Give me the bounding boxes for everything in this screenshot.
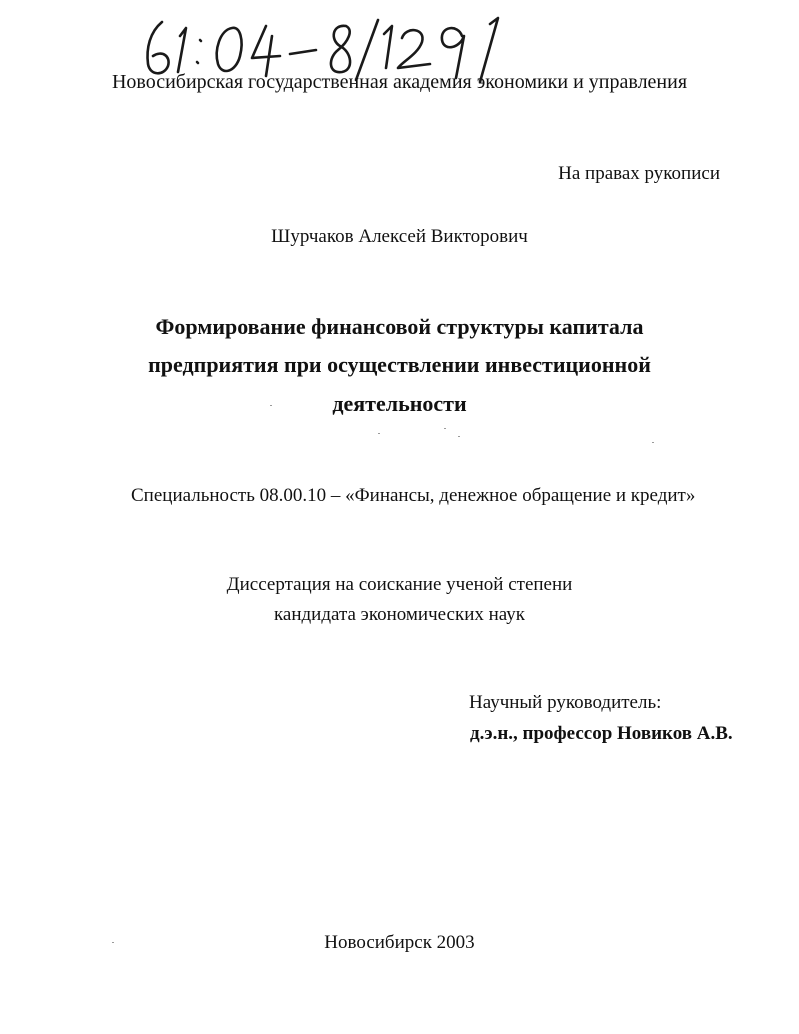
manuscript-note: На правах рукописи [558, 163, 720, 184]
supervisor-name: д.э.н., профессор Новиков А.В. [470, 723, 733, 744]
scan-speck [458, 436, 460, 437]
specialty: Специальность 08.00.10 – «Финансы, денежное обращение и кредит» [131, 485, 696, 506]
supervisor-label: Научный руководитель: [469, 692, 662, 713]
institution-name: Новосибирская государственная академия экономики и управления [111, 71, 688, 93]
scan-speck [444, 428, 446, 429]
scan-speck [652, 442, 654, 443]
dissertation-title-line-2: предприятия при осуществлении инвестиционной [148, 352, 651, 377]
degree-line-2: кандидата экономических наук [273, 604, 526, 625]
scan-speck [378, 433, 380, 434]
scan-speck [270, 405, 272, 406]
degree-line-1: Диссертация на соискание ученой степени [226, 574, 573, 595]
author-name: Шурчаков Алексей Викторович [271, 226, 528, 247]
dissertation-title-line-1: Формирование финансовой структуры капитала [155, 314, 644, 339]
city-year: Новосибирск 2003 [324, 932, 475, 953]
dissertation-title-line-3: деятельности [332, 391, 467, 416]
